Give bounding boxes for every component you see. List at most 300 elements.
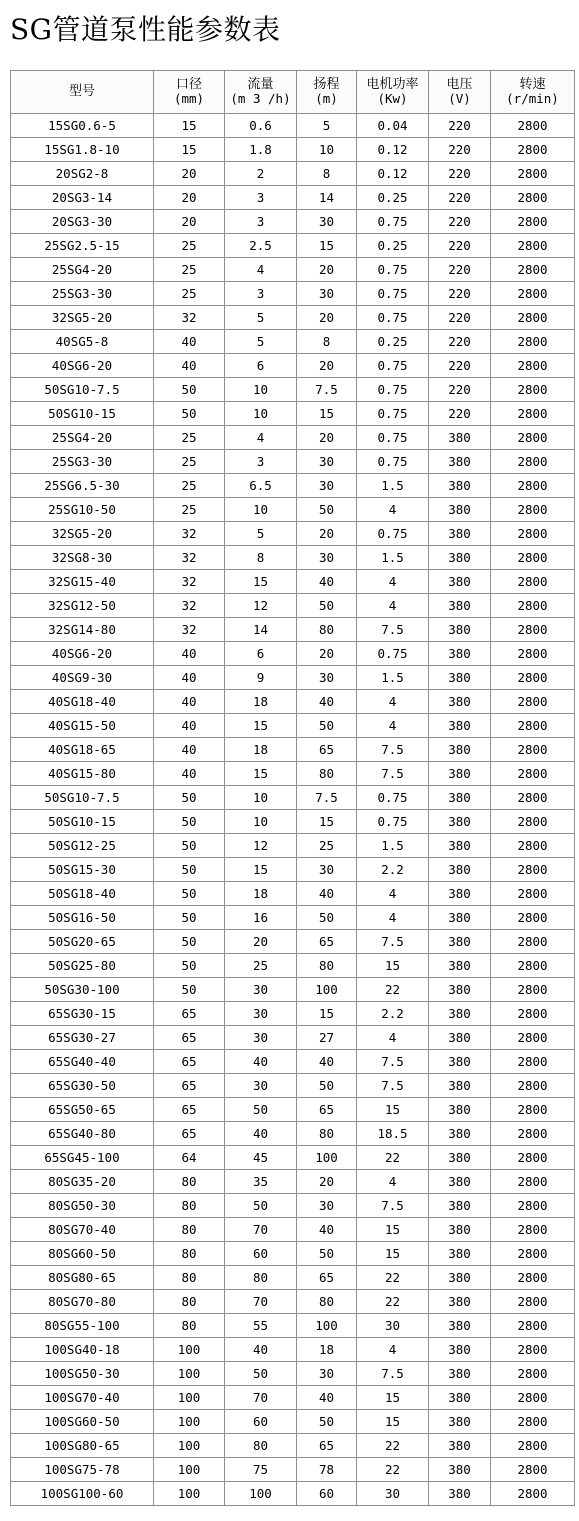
- cell-flow: 12: [225, 834, 297, 858]
- cell-motor-power: 15: [357, 1218, 429, 1242]
- table-row: [11, 1050, 575, 1074]
- cell-voltage: 220: [429, 210, 491, 234]
- cell-diameter: 32: [154, 618, 225, 642]
- cell-model: 100SG40-18: [11, 1338, 154, 1362]
- header-unit: (m): [315, 91, 338, 106]
- cell-voltage: 380: [429, 906, 491, 930]
- cell-model: 32SG12-50: [11, 594, 154, 618]
- cell-motor-power: 0.25: [357, 186, 429, 210]
- cell-head: 65: [297, 1098, 357, 1122]
- cell-flow: 10: [225, 378, 297, 402]
- table-row: [11, 1074, 575, 1098]
- cell-motor-power: 22: [357, 1458, 429, 1482]
- cell-flow: 3: [225, 186, 297, 210]
- cell-head: 40: [297, 690, 357, 714]
- cell-diameter: 64: [154, 1146, 225, 1170]
- cell-speed: 2800: [491, 1146, 575, 1170]
- cell-flow: 16: [225, 906, 297, 930]
- cell-motor-power: 22: [357, 1146, 429, 1170]
- cell-voltage: 380: [429, 1410, 491, 1434]
- cell-speed: 2800: [491, 954, 575, 978]
- cell-head: 20: [297, 258, 357, 282]
- cell-head: 50: [297, 714, 357, 738]
- cell-speed: 2800: [491, 738, 575, 762]
- cell-voltage: 380: [429, 690, 491, 714]
- cell-flow: 10: [225, 498, 297, 522]
- cell-model: 40SG5-8: [11, 330, 154, 354]
- cell-diameter: 80: [154, 1314, 225, 1338]
- cell-diameter: 50: [154, 786, 225, 810]
- cell-model: 100SG70-40: [11, 1386, 154, 1410]
- cell-diameter: 25: [154, 282, 225, 306]
- cell-head: 40: [297, 882, 357, 906]
- table-row: [11, 546, 575, 570]
- cell-motor-power: 7.5: [357, 618, 429, 642]
- cell-voltage: 380: [429, 474, 491, 498]
- cell-head: 65: [297, 738, 357, 762]
- cell-voltage: 380: [429, 810, 491, 834]
- table-row: [11, 282, 575, 306]
- cell-motor-power: 4: [357, 594, 429, 618]
- cell-voltage: 380: [429, 1098, 491, 1122]
- cell-motor-power: 0.75: [357, 258, 429, 282]
- cell-model: 100SG100-60: [11, 1482, 154, 1506]
- cell-motor-power: 15: [357, 1410, 429, 1434]
- cell-model: 50SG16-50: [11, 906, 154, 930]
- cell-model: 50SG30-100: [11, 978, 154, 1002]
- cell-flow: 30: [225, 1074, 297, 1098]
- table-row: [11, 1290, 575, 1314]
- table-row: [11, 714, 575, 738]
- cell-model: 80SG50-30: [11, 1194, 154, 1218]
- header-unit: (Kw): [377, 91, 408, 106]
- cell-head: 27: [297, 1026, 357, 1050]
- cell-head: 30: [297, 282, 357, 306]
- cell-model: 80SG80-65: [11, 1266, 154, 1290]
- cell-motor-power: 1.5: [357, 834, 429, 858]
- header-speed: [491, 71, 575, 114]
- cell-diameter: 50: [154, 810, 225, 834]
- cell-motor-power: 0.75: [357, 786, 429, 810]
- cell-flow: 15: [225, 858, 297, 882]
- table-row: [11, 978, 575, 1002]
- cell-flow: 30: [225, 1002, 297, 1026]
- cell-motor-power: 1.5: [357, 666, 429, 690]
- header-unit: (V): [448, 91, 471, 106]
- cell-flow: 3: [225, 450, 297, 474]
- cell-model: 25SG2.5-15: [11, 234, 154, 258]
- cell-speed: 2800: [491, 714, 575, 738]
- cell-voltage: 380: [429, 618, 491, 642]
- cell-model: 50SG12-25: [11, 834, 154, 858]
- table-row: [11, 1098, 575, 1122]
- cell-speed: 2800: [491, 546, 575, 570]
- cell-head: 80: [297, 1122, 357, 1146]
- cell-motor-power: 0.04: [357, 114, 429, 138]
- cell-diameter: 80: [154, 1218, 225, 1242]
- cell-model: 100SG60-50: [11, 1410, 154, 1434]
- cell-head: 7.5: [297, 786, 357, 810]
- cell-model: 50SG10-15: [11, 402, 154, 426]
- cell-speed: 2800: [491, 834, 575, 858]
- cell-speed: 2800: [491, 594, 575, 618]
- cell-motor-power: 22: [357, 978, 429, 1002]
- cell-diameter: 50: [154, 402, 225, 426]
- cell-diameter: 40: [154, 714, 225, 738]
- cell-flow: 4: [225, 258, 297, 282]
- cell-diameter: 50: [154, 930, 225, 954]
- table-row: [11, 426, 575, 450]
- cell-speed: 2800: [491, 162, 575, 186]
- cell-flow: 18: [225, 882, 297, 906]
- cell-motor-power: 0.12: [357, 162, 429, 186]
- table-row: [11, 1122, 575, 1146]
- pump-spec-table: [10, 70, 575, 1506]
- cell-head: 80: [297, 1290, 357, 1314]
- cell-speed: 2800: [491, 1218, 575, 1242]
- cell-voltage: 380: [429, 1482, 491, 1506]
- cell-flow: 15: [225, 570, 297, 594]
- header-label: 扬程: [313, 77, 340, 92]
- cell-flow: 5: [225, 330, 297, 354]
- cell-speed: 2800: [491, 858, 575, 882]
- cell-head: 15: [297, 234, 357, 258]
- table-row: [11, 138, 575, 162]
- cell-speed: 2800: [491, 1242, 575, 1266]
- cell-head: 15: [297, 402, 357, 426]
- cell-speed: 2800: [491, 1482, 575, 1506]
- cell-model: 32SG5-20: [11, 522, 154, 546]
- cell-diameter: 65: [154, 1050, 225, 1074]
- cell-diameter: 100: [154, 1458, 225, 1482]
- cell-voltage: 380: [429, 882, 491, 906]
- cell-flow: 4: [225, 426, 297, 450]
- cell-flow: 6: [225, 354, 297, 378]
- cell-diameter: 32: [154, 570, 225, 594]
- cell-head: 100: [297, 1146, 357, 1170]
- header-model: [11, 71, 154, 114]
- cell-head: 30: [297, 1194, 357, 1218]
- table-row: [11, 690, 575, 714]
- cell-voltage: 220: [429, 402, 491, 426]
- cell-voltage: 380: [429, 1026, 491, 1050]
- cell-model: 25SG6.5-30: [11, 474, 154, 498]
- cell-motor-power: 22: [357, 1290, 429, 1314]
- cell-voltage: 380: [429, 546, 491, 570]
- cell-motor-power: 4: [357, 1026, 429, 1050]
- cell-flow: 60: [225, 1410, 297, 1434]
- table-row: [11, 738, 575, 762]
- header-label: 转速: [519, 77, 546, 92]
- cell-head: 50: [297, 906, 357, 930]
- cell-speed: 2800: [491, 978, 575, 1002]
- cell-flow: 35: [225, 1170, 297, 1194]
- cell-motor-power: 30: [357, 1314, 429, 1338]
- cell-voltage: 380: [429, 594, 491, 618]
- cell-model: 15SG1.8-10: [11, 138, 154, 162]
- cell-model: 100SG75-78: [11, 1458, 154, 1482]
- cell-motor-power: 0.75: [357, 450, 429, 474]
- cell-head: 80: [297, 618, 357, 642]
- cell-voltage: 380: [429, 570, 491, 594]
- cell-diameter: 100: [154, 1434, 225, 1458]
- cell-flow: 80: [225, 1434, 297, 1458]
- cell-motor-power: 1.5: [357, 546, 429, 570]
- header-diameter: [154, 71, 225, 114]
- cell-diameter: 65: [154, 1002, 225, 1026]
- cell-model: 50SG18-40: [11, 882, 154, 906]
- cell-diameter: 15: [154, 114, 225, 138]
- cell-voltage: 220: [429, 378, 491, 402]
- cell-flow: 15: [225, 714, 297, 738]
- cell-head: 20: [297, 522, 357, 546]
- cell-speed: 2800: [491, 810, 575, 834]
- cell-voltage: 220: [429, 162, 491, 186]
- cell-voltage: 220: [429, 330, 491, 354]
- cell-diameter: 15: [154, 138, 225, 162]
- cell-speed: 2800: [491, 1170, 575, 1194]
- cell-motor-power: 18.5: [357, 1122, 429, 1146]
- cell-speed: 2800: [491, 306, 575, 330]
- cell-model: 80SG35-20: [11, 1170, 154, 1194]
- cell-head: 8: [297, 162, 357, 186]
- cell-voltage: 220: [429, 306, 491, 330]
- cell-speed: 2800: [491, 882, 575, 906]
- table-row: [11, 354, 575, 378]
- table-row: [11, 570, 575, 594]
- cell-head: 65: [297, 1434, 357, 1458]
- cell-voltage: 380: [429, 1050, 491, 1074]
- cell-head: 60: [297, 1482, 357, 1506]
- cell-head: 50: [297, 498, 357, 522]
- cell-model: 32SG15-40: [11, 570, 154, 594]
- cell-voltage: 380: [429, 522, 491, 546]
- cell-diameter: 50: [154, 378, 225, 402]
- cell-motor-power: 0.12: [357, 138, 429, 162]
- table-row: [11, 954, 575, 978]
- cell-model: 25SG3-30: [11, 450, 154, 474]
- cell-motor-power: 2.2: [357, 1002, 429, 1026]
- table-row: [11, 330, 575, 354]
- table-row: [11, 114, 575, 138]
- cell-motor-power: 0.25: [357, 234, 429, 258]
- cell-diameter: 40: [154, 738, 225, 762]
- cell-flow: 45: [225, 1146, 297, 1170]
- cell-flow: 10: [225, 786, 297, 810]
- cell-model: 40SG15-80: [11, 762, 154, 786]
- cell-flow: 30: [225, 978, 297, 1002]
- cell-speed: 2800: [491, 138, 575, 162]
- cell-head: 80: [297, 762, 357, 786]
- cell-voltage: 380: [429, 1458, 491, 1482]
- cell-voltage: 380: [429, 1290, 491, 1314]
- header-label: 流量: [247, 77, 274, 92]
- cell-motor-power: 7.5: [357, 762, 429, 786]
- cell-flow: 6.5: [225, 474, 297, 498]
- cell-speed: 2800: [491, 1362, 575, 1386]
- cell-diameter: 50: [154, 858, 225, 882]
- header-label: 口径: [175, 77, 202, 92]
- cell-diameter: 80: [154, 1170, 225, 1194]
- cell-diameter: 100: [154, 1386, 225, 1410]
- cell-model: 32SG5-20: [11, 306, 154, 330]
- cell-speed: 2800: [491, 1458, 575, 1482]
- table-row: [11, 1362, 575, 1386]
- cell-head: 8: [297, 330, 357, 354]
- table-row: [11, 1482, 575, 1506]
- cell-head: 30: [297, 666, 357, 690]
- cell-diameter: 65: [154, 1122, 225, 1146]
- cell-head: 14: [297, 186, 357, 210]
- cell-diameter: 40: [154, 690, 225, 714]
- cell-head: 20: [297, 354, 357, 378]
- cell-model: 100SG80-65: [11, 1434, 154, 1458]
- header-unit: (m 3 /h): [230, 91, 291, 106]
- cell-diameter: 20: [154, 162, 225, 186]
- table-row: [11, 1434, 575, 1458]
- cell-speed: 2800: [491, 258, 575, 282]
- cell-model: 25SG3-30: [11, 282, 154, 306]
- cell-flow: 10: [225, 810, 297, 834]
- cell-diameter: 25: [154, 450, 225, 474]
- table-row: [11, 618, 575, 642]
- cell-voltage: 380: [429, 1338, 491, 1362]
- cell-model: 40SG6-20: [11, 642, 154, 666]
- cell-flow: 50: [225, 1194, 297, 1218]
- cell-speed: 2800: [491, 498, 575, 522]
- cell-model: 65SG30-50: [11, 1074, 154, 1098]
- cell-model: 40SG9-30: [11, 666, 154, 690]
- cell-motor-power: 0.75: [357, 306, 429, 330]
- cell-speed: 2800: [491, 642, 575, 666]
- cell-voltage: 220: [429, 138, 491, 162]
- table-row: [11, 186, 575, 210]
- cell-speed: 2800: [491, 618, 575, 642]
- cell-voltage: 380: [429, 450, 491, 474]
- cell-voltage: 380: [429, 714, 491, 738]
- cell-voltage: 380: [429, 930, 491, 954]
- cell-speed: 2800: [491, 330, 575, 354]
- cell-head: 50: [297, 1074, 357, 1098]
- cell-motor-power: 0.75: [357, 810, 429, 834]
- cell-head: 80: [297, 954, 357, 978]
- cell-flow: 12: [225, 594, 297, 618]
- cell-model: 20SG3-30: [11, 210, 154, 234]
- cell-voltage: 220: [429, 282, 491, 306]
- cell-model: 80SG60-50: [11, 1242, 154, 1266]
- cell-diameter: 25: [154, 258, 225, 282]
- cell-head: 50: [297, 594, 357, 618]
- cell-speed: 2800: [491, 1074, 575, 1098]
- cell-model: 32SG14-80: [11, 618, 154, 642]
- cell-motor-power: 7.5: [357, 1362, 429, 1386]
- cell-head: 15: [297, 810, 357, 834]
- cell-model: 65SG30-15: [11, 1002, 154, 1026]
- cell-voltage: 380: [429, 1386, 491, 1410]
- table-row: [11, 834, 575, 858]
- cell-voltage: 380: [429, 858, 491, 882]
- cell-motor-power: 0.75: [357, 642, 429, 666]
- cell-speed: 2800: [491, 690, 575, 714]
- cell-flow: 70: [225, 1218, 297, 1242]
- cell-motor-power: 1.5: [357, 474, 429, 498]
- header-voltage: [429, 71, 491, 114]
- cell-head: 15: [297, 1002, 357, 1026]
- cell-motor-power: 7.5: [357, 1074, 429, 1098]
- cell-flow: 60: [225, 1242, 297, 1266]
- cell-motor-power: 4: [357, 906, 429, 930]
- cell-model: 15SG0.6-5: [11, 114, 154, 138]
- cell-voltage: 380: [429, 1002, 491, 1026]
- cell-head: 20: [297, 1170, 357, 1194]
- cell-head: 100: [297, 1314, 357, 1338]
- cell-speed: 2800: [491, 1314, 575, 1338]
- cell-voltage: 380: [429, 762, 491, 786]
- cell-speed: 2800: [491, 1098, 575, 1122]
- cell-model: 40SG15-50: [11, 714, 154, 738]
- cell-diameter: 40: [154, 762, 225, 786]
- cell-voltage: 380: [429, 738, 491, 762]
- cell-head: 20: [297, 306, 357, 330]
- cell-head: 40: [297, 1218, 357, 1242]
- cell-head: 50: [297, 1242, 357, 1266]
- cell-diameter: 32: [154, 306, 225, 330]
- table-row: [11, 162, 575, 186]
- cell-head: 30: [297, 450, 357, 474]
- cell-head: 65: [297, 1266, 357, 1290]
- cell-flow: 70: [225, 1290, 297, 1314]
- cell-motor-power: 7.5: [357, 930, 429, 954]
- cell-voltage: 380: [429, 786, 491, 810]
- cell-speed: 2800: [491, 378, 575, 402]
- cell-model: 65SG45-100: [11, 1146, 154, 1170]
- cell-flow: 50: [225, 1362, 297, 1386]
- cell-model: 25SG4-20: [11, 426, 154, 450]
- cell-voltage: 380: [429, 1314, 491, 1338]
- cell-model: 80SG70-40: [11, 1218, 154, 1242]
- cell-voltage: 380: [429, 1242, 491, 1266]
- cell-diameter: 65: [154, 1026, 225, 1050]
- cell-diameter: 20: [154, 210, 225, 234]
- cell-model: 40SG18-40: [11, 690, 154, 714]
- cell-diameter: 65: [154, 1098, 225, 1122]
- cell-motor-power: 0.75: [357, 354, 429, 378]
- header-label: 型号: [68, 84, 95, 99]
- cell-diameter: 40: [154, 666, 225, 690]
- cell-voltage: 380: [429, 1146, 491, 1170]
- cell-voltage: 380: [429, 1434, 491, 1458]
- cell-flow: 3: [225, 282, 297, 306]
- table-row: [11, 1194, 575, 1218]
- cell-diameter: 100: [154, 1338, 225, 1362]
- cell-motor-power: 0.75: [357, 210, 429, 234]
- cell-flow: 18: [225, 690, 297, 714]
- cell-diameter: 32: [154, 522, 225, 546]
- cell-flow: 5: [225, 306, 297, 330]
- cell-flow: 8: [225, 546, 297, 570]
- cell-head: 20: [297, 642, 357, 666]
- table-row: [11, 1146, 575, 1170]
- cell-model: 65SG30-27: [11, 1026, 154, 1050]
- cell-motor-power: 4: [357, 1338, 429, 1362]
- cell-model: 40SG6-20: [11, 354, 154, 378]
- cell-speed: 2800: [491, 402, 575, 426]
- cell-motor-power: 7.5: [357, 738, 429, 762]
- header-label: 电压: [446, 77, 473, 92]
- cell-model: 80SG70-80: [11, 1290, 154, 1314]
- cell-voltage: 380: [429, 1194, 491, 1218]
- cell-motor-power: 15: [357, 1098, 429, 1122]
